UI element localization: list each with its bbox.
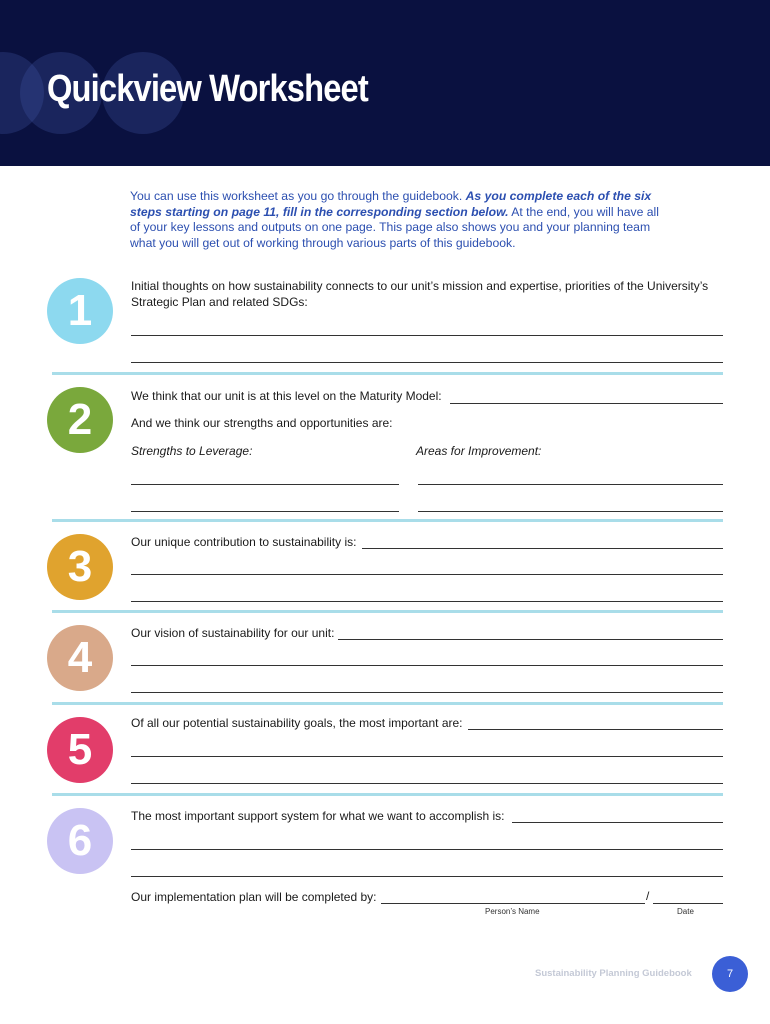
section-divider xyxy=(52,610,723,613)
answer-line[interactable] xyxy=(131,335,723,336)
section-divider xyxy=(52,372,723,375)
answer-line[interactable] xyxy=(131,665,723,666)
answer-line[interactable] xyxy=(131,692,723,693)
answer-line[interactable] xyxy=(131,783,723,784)
step-6-prompt: The most important support system for what we want to accomplish is: xyxy=(131,809,505,823)
step-4-badge: 4 xyxy=(47,625,113,691)
step-6-badge: 6 xyxy=(47,808,113,874)
strengths-line[interactable] xyxy=(131,511,399,512)
step-3-badge: 3 xyxy=(47,534,113,600)
step-4-prompt: Our vision of sustainability for our unit: xyxy=(131,626,335,640)
answer-line[interactable] xyxy=(131,601,723,602)
step-2-prompt-2: And we think our strengths and opportunities are: xyxy=(131,416,393,430)
step-2-prompt: We think that our unit is at this level on the Maturity Model: xyxy=(131,389,442,403)
answer-line[interactable] xyxy=(131,876,723,877)
strengths-line[interactable] xyxy=(131,484,399,485)
answer-line[interactable] xyxy=(131,756,723,757)
step-3-prompt: Our unique contribution to sustainability is: xyxy=(131,535,357,549)
section-divider xyxy=(52,793,723,796)
persons-name-label: Person’s Name xyxy=(485,907,540,916)
name-date-separator: / xyxy=(646,889,650,903)
page-number-badge: 7 xyxy=(712,956,748,992)
footer-guidebook-title: Sustainability Planning Guidebook xyxy=(535,968,692,979)
improvements-line[interactable] xyxy=(418,511,723,512)
answer-line[interactable] xyxy=(512,822,723,823)
step-1-prompt: Initial thoughts on how sustainability connects to our unit’s mission and expertise, priorities of the University’s Strategic Plan and related SDGs: xyxy=(131,279,709,309)
page-title: Quickview Worksheet xyxy=(47,68,368,110)
improvements-line[interactable] xyxy=(418,484,723,485)
implementation-plan-prompt: Our implementation plan will be completed by: xyxy=(131,890,377,904)
section-divider xyxy=(52,519,723,522)
answer-line[interactable] xyxy=(131,849,723,850)
section-divider xyxy=(52,702,723,705)
intro-paragraph xyxy=(130,189,670,251)
persons-name-line[interactable] xyxy=(381,903,645,904)
strengths-label: Strengths to Leverage: xyxy=(131,444,253,458)
intro-text-end: At the end, you will have all of your key lessons and outputs on one page. This page also shows you and your planning team what you will get out of working through various parts of this guidebook. xyxy=(130,204,659,250)
date-line[interactable] xyxy=(653,903,723,904)
header-banner xyxy=(0,0,770,166)
answer-line[interactable] xyxy=(131,574,723,575)
step-5-badge: 5 xyxy=(47,717,113,783)
improvements-label: Areas for Improvement: xyxy=(416,444,542,458)
date-label: Date xyxy=(677,907,694,916)
intro-instruction: As you complete each of the six steps starting on page 11, fill in the corresponding section below. xyxy=(130,189,652,219)
step-1-badge: 1 xyxy=(47,278,113,344)
step-5-prompt: Of all our potential sustainability goals, the most important are: xyxy=(131,716,463,730)
step-2-badge: 2 xyxy=(47,387,113,453)
intro-text: You can use this worksheet as you go through the guidebook. xyxy=(130,189,466,203)
answer-line[interactable] xyxy=(468,729,723,730)
answer-line[interactable] xyxy=(131,362,723,363)
answer-line[interactable] xyxy=(338,639,723,640)
maturity-level-line[interactable] xyxy=(450,403,723,404)
answer-line[interactable] xyxy=(362,548,723,549)
